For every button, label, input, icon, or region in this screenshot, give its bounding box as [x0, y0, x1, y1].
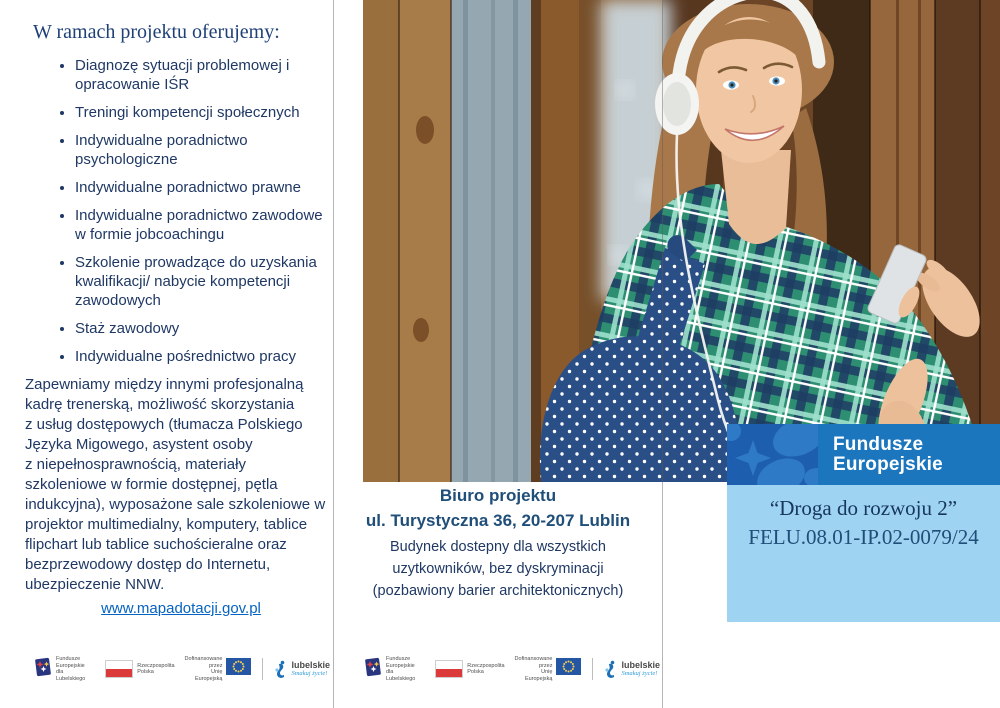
project-office-block [333, 484, 663, 602]
lubelskie-name: lubelskie [291, 660, 330, 670]
eu-funds-logo-icon [34, 656, 52, 683]
lubelskie-name: lubelskie [621, 660, 660, 670]
offer-item: • Szkolenie prowadzące do uzyskania kwalifikacji/ nabycie kompetencji zawodowych [75, 253, 337, 310]
offers-heading: W ramach projektu oferujemy: [33, 21, 280, 43]
poland-label [137, 663, 174, 676]
eu-flag-icon [556, 658, 581, 680]
poland-flag-icon [435, 660, 463, 678]
banner-line-1: Fundusze [833, 433, 924, 455]
logo-label-line: Rzeczpospolita [137, 662, 175, 669]
paragraph-line: ubezpieczenie NNW. [25, 576, 165, 593]
paragraph-line: kadrę trenerską, możliwość skorzystania [25, 396, 295, 413]
logo-divider [592, 658, 593, 680]
eu-funds-logo-label [386, 656, 423, 682]
eu-funded-label [185, 656, 223, 682]
office-title: Biuro projektu [439, 486, 557, 505]
eu-funds-banner-decoration [727, 424, 818, 485]
footer-logos-left [34, 651, 330, 687]
logo-label-line: Fundusze Europejskie [386, 656, 415, 669]
banner-line-2: Europejskie [833, 453, 943, 475]
logo-divider [262, 658, 263, 680]
offer-item: • Indywidualne poradnictwo prawne [75, 178, 337, 197]
eu-funds-banner-label [818, 424, 1000, 485]
offer-item: • Indywidualne poradnictwo psychologiczne [75, 131, 337, 169]
offer-item: • Staż zawodowy [75, 319, 337, 338]
paragraph-line: indukcyjna), wyposażone sale szkoleniowe w [25, 496, 326, 513]
logo-label-line: dla Lubelskiego [56, 669, 86, 682]
lubelskie-slogan: Smakuj życie! [621, 670, 658, 677]
eu-funds-logo-label [56, 656, 93, 682]
paragraph-line: z niepełnosprawnością, materiały [25, 456, 246, 473]
eu-funds-banner [727, 424, 1000, 485]
logo-label-line: Dofinansowane przez [184, 656, 223, 669]
logo-label-line: Rzeczpospolita [467, 662, 505, 669]
offer-item: • Diagnozę sytuacji problemowej i opracowanie IŚR [75, 56, 337, 94]
lubelskie-logo [602, 659, 660, 679]
offers-list [25, 56, 337, 366]
fold-line-right [662, 0, 663, 708]
logo-label-line: Polska [467, 669, 484, 675]
logo-label-line: Unię Europejską [524, 669, 553, 682]
offer-item: • Indywidualne poradnictwo zawodowe w formie jobcoachingu [75, 206, 337, 244]
office-notes [333, 536, 663, 602]
lubelskie-slogan: Smakuj życie! [291, 670, 328, 677]
office-note-line: uzytkowników, bez dyskryminacji [392, 561, 604, 577]
project-title-box [727, 485, 1000, 622]
fold-line-left [333, 0, 334, 708]
eu-flag-icon [226, 658, 251, 680]
project-title: “Droga do rozwoju 2” [769, 496, 958, 520]
logo-label-line: dla Lubelskiego [386, 669, 416, 682]
office-note-line: (pozbawiony barier architektonicznych) [372, 583, 624, 599]
offer-item: • Treningi kompetencji społecznych [75, 103, 337, 122]
eu-funds-logo-icon [364, 656, 382, 683]
services-paragraph [25, 375, 337, 595]
mapadotacji-link[interactable]: www.mapadotacji.gov.pl [101, 600, 261, 617]
logo-label-line: Polska [137, 669, 154, 675]
paragraph-line: flipchart lub tablice suchościeralne oraz [25, 536, 287, 553]
lubelskie-logo [272, 659, 330, 679]
logo-label-line: Unię Europejską [194, 669, 223, 682]
office-note-line: Budynek dostepny dla wszystkich [390, 539, 606, 555]
paragraph-line: z usług dostępowych (tłumacza Polskiego [25, 416, 303, 433]
eu-funded-label [515, 656, 553, 682]
project-photo [363, 0, 1000, 482]
lubelskie-logo-icon [602, 659, 618, 679]
paragraph-line: projektor multimedialny, komputery, tablice [25, 516, 308, 533]
paragraph-line: Zapewniamy między innymi profesjonalną [25, 376, 304, 393]
office-address: ul. Turystyczna 36, 20-207 Lublin [365, 511, 631, 530]
paragraph-line: szkoleniowe w formie dostępnej, pętla [25, 476, 278, 493]
footer-logos-middle [364, 651, 660, 687]
poland-flag-icon [105, 660, 133, 678]
logo-label-line: Dofinansowane przez [514, 656, 553, 669]
left-panel [25, 20, 337, 617]
lubelskie-logo-icon [272, 659, 288, 679]
logo-label-line: Fundusze Europejskie [56, 656, 85, 669]
offer-item: • Indywidualne pośrednictwo pracy [75, 347, 337, 366]
paragraph-line: Języka Migowego, asystent osoby [25, 436, 253, 453]
project-number: FELU.08.01-IP.02-0079/24 [748, 525, 979, 549]
poland-label [467, 663, 504, 676]
paragraph-line: bezprzewodowy dostęp do Internetu, [25, 556, 271, 573]
